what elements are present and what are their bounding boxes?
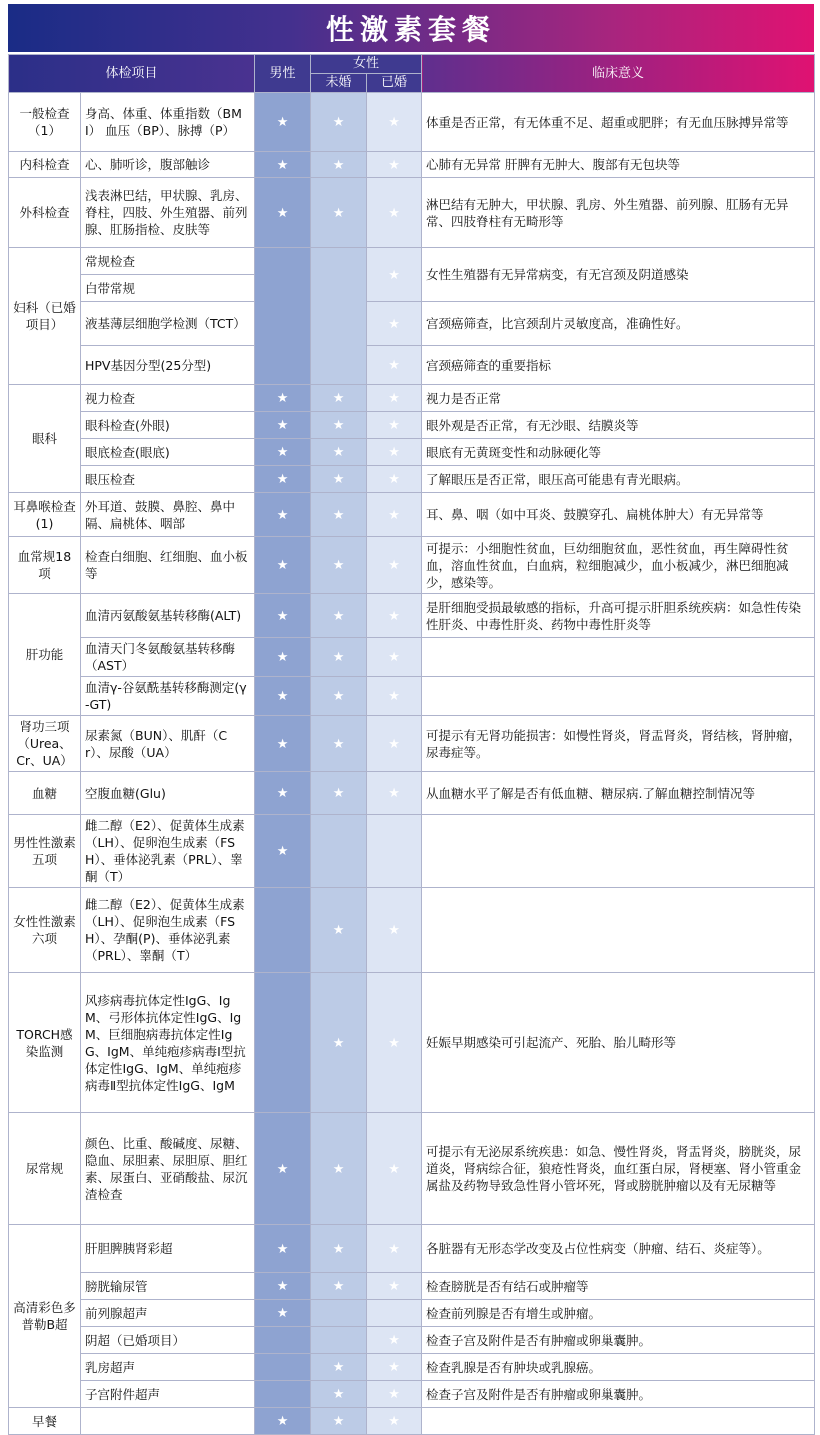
- unmarried-mark: [311, 93, 367, 152]
- married-mark: [367, 772, 422, 815]
- married-mark: [367, 1327, 422, 1354]
- table-row: [9, 412, 815, 439]
- meaning-cell: 从血糖水平了解是否有低血糖、糖尿病.了解血糖控制情况等: [422, 772, 815, 815]
- married-mark: [367, 1225, 422, 1273]
- meaning-cell: 视力是否正常: [422, 385, 815, 412]
- married-mark: [367, 493, 422, 537]
- male-mark: [255, 412, 311, 439]
- unmarried-mark: [311, 888, 367, 973]
- star-icon: ★: [276, 391, 289, 406]
- star-icon: ★: [332, 1279, 345, 1294]
- married-mark: [367, 412, 422, 439]
- meaning-cell: 体重是否正常，有无体重不足、超重或肥胖；有无血压脉搏异常等: [422, 93, 815, 152]
- unmarried-mark: [311, 537, 367, 594]
- star-icon: ★: [332, 1414, 345, 1429]
- item-cell: 空腹血糖(Glu): [81, 772, 255, 815]
- married-mark: [367, 888, 422, 973]
- star-icon: ★: [388, 558, 400, 573]
- star-icon: ★: [332, 689, 345, 704]
- item-cell: 肝胆脾胰肾彩超: [81, 1225, 255, 1273]
- star-icon: ★: [388, 923, 400, 938]
- unmarried-mark: [311, 1408, 367, 1435]
- star-icon: ★: [388, 1387, 400, 1402]
- table-row: [9, 1273, 815, 1300]
- married-mark: [367, 1273, 422, 1300]
- item-cell: 常规检查: [81, 248, 255, 275]
- unmarried-mark: [311, 772, 367, 815]
- unmarried-mark: [311, 248, 367, 385]
- meaning-cell: [422, 815, 815, 888]
- page-title: 性激素套餐: [8, 4, 814, 52]
- category-cell: 早餐: [9, 1408, 81, 1435]
- category-cell: 女性性激素六项: [9, 888, 81, 973]
- married-mark: [367, 1354, 422, 1381]
- male-mark: [255, 1354, 311, 1381]
- header-married: 已婚: [367, 74, 422, 93]
- header-unmarried: 未婚: [311, 74, 367, 93]
- table-row: [9, 888, 815, 973]
- married-mark: [367, 152, 422, 178]
- married-mark: [367, 302, 422, 346]
- package-table: [8, 54, 815, 1435]
- table-row: [9, 152, 815, 178]
- unmarried-mark: [311, 178, 367, 248]
- star-icon: ★: [388, 1360, 400, 1375]
- unmarried-mark: [311, 152, 367, 178]
- unmarried-mark: [311, 716, 367, 772]
- married-mark: [367, 439, 422, 466]
- item-cell: 血清γ-谷氨酰基转移酶测定(γ-GT): [81, 677, 255, 716]
- item-cell: HPV基因分型(25分型): [81, 346, 255, 385]
- star-icon: ★: [332, 391, 345, 406]
- married-mark: [367, 1113, 422, 1225]
- male-mark: [255, 594, 311, 638]
- category-cell: 内科检查: [9, 152, 81, 178]
- star-icon: ★: [332, 923, 345, 938]
- item-cell: 前列腺超声: [81, 1300, 255, 1327]
- unmarried-mark: [311, 1327, 367, 1354]
- star-icon: ★: [388, 786, 400, 801]
- category-cell: 高清彩色多普勒B超: [9, 1225, 81, 1408]
- male-mark: [255, 772, 311, 815]
- star-icon: ★: [276, 1241, 289, 1257]
- star-icon: ★: [332, 1161, 345, 1177]
- unmarried-mark: [311, 1113, 367, 1225]
- star-icon: ★: [276, 1279, 289, 1294]
- table-row: [9, 1300, 815, 1327]
- table-row: [9, 346, 815, 385]
- meaning-cell: 眼外观是否正常，有无沙眼、结膜炎等: [422, 412, 815, 439]
- category-cell: 血常规18项: [9, 537, 81, 594]
- table-row: [9, 973, 815, 1113]
- meaning-cell: 眼底有无黄斑变性和动脉硬化等: [422, 439, 815, 466]
- star-icon: ★: [276, 472, 289, 487]
- male-mark: [255, 1300, 311, 1327]
- male-mark: [255, 1381, 311, 1408]
- star-icon: ★: [332, 736, 345, 752]
- married-mark: [367, 1300, 422, 1327]
- table-row: [9, 93, 815, 152]
- meaning-cell: 可提示有无肾功能损害：如慢性肾炎，肾盂肾炎，肾结核，肾肿瘤，尿毒症等。: [422, 716, 815, 772]
- item-cell: 视力检查: [81, 385, 255, 412]
- star-icon: ★: [388, 736, 400, 752]
- star-icon: ★: [276, 205, 289, 221]
- item-cell: 白带常规: [81, 275, 255, 302]
- item-cell: 身高、体重、体重指数（BMI） 血压（BP）、脉搏（P）: [81, 93, 255, 152]
- table-row: [9, 537, 815, 594]
- table-row: [9, 677, 815, 716]
- unmarried-mark: [311, 1273, 367, 1300]
- male-mark: [255, 1273, 311, 1300]
- meaning-cell: 可提示：小细胞性贫血，巨幼细胞贫血，恶性贫血，再生障碍性贫血，溶血性贫血，白血病，粒细胞减少，血小板减少，淋巴细胞减少，感染等。: [422, 537, 815, 594]
- table-row: [9, 466, 815, 493]
- meaning-cell: 宫颈癌筛查，比宫颈刮片灵敏度高，准确性好。: [422, 302, 815, 346]
- table-row: [9, 302, 815, 346]
- header-meaning: 临床意义: [422, 55, 815, 93]
- table-row: [9, 1381, 815, 1408]
- header-female: 女性: [311, 55, 422, 74]
- unmarried-mark: [311, 677, 367, 716]
- item-cell: 眼压检查: [81, 466, 255, 493]
- header-male: 男性: [255, 55, 311, 93]
- star-icon: ★: [332, 507, 345, 523]
- table-row: [9, 772, 815, 815]
- item-cell: 血清丙氨酸氨基转移酶(ALT): [81, 594, 255, 638]
- male-mark: [255, 152, 311, 178]
- table-row: [9, 248, 815, 275]
- category-cell: 外科检查: [9, 178, 81, 248]
- male-mark: [255, 677, 311, 716]
- male-mark: [255, 888, 311, 973]
- item-cell: 心、肺听诊，腹部触诊: [81, 152, 255, 178]
- header-item: 体检项目: [9, 55, 255, 93]
- meaning-cell: [422, 1408, 815, 1435]
- meaning-cell: 淋巴结有无肿大，甲状腺、乳房、外生殖器、前列腺、肛肠有无异常、四肢脊柱有无畸形等: [422, 178, 815, 248]
- meaning-cell: 心肺有无异常 肝脾有无肿大、腹部有无包块等: [422, 152, 815, 178]
- star-icon: ★: [388, 418, 400, 433]
- star-icon: ★: [332, 650, 345, 665]
- married-mark: [367, 638, 422, 677]
- meaning-cell: 检查膀胱是否有结石或肿瘤等: [422, 1273, 815, 1300]
- unmarried-mark: [311, 466, 367, 493]
- star-icon: ★: [388, 608, 400, 624]
- item-cell: [81, 1408, 255, 1435]
- married-mark: [367, 93, 422, 152]
- unmarried-mark: [311, 815, 367, 888]
- unmarried-mark: [311, 1225, 367, 1273]
- star-icon: ★: [388, 157, 400, 173]
- star-icon: ★: [276, 608, 289, 624]
- item-cell: 尿素氮（BUN）、肌酐（Cr）、尿酸（UA）: [81, 716, 255, 772]
- star-icon: ★: [388, 316, 400, 332]
- star-icon: ★: [276, 157, 289, 173]
- star-icon: ★: [388, 472, 400, 487]
- item-cell: 颜色、比重、酸碱度、尿糖、隐血、尿胆素、尿胆原、胆红素、尿蛋白、亚硝酸盐、尿沉渣检查: [81, 1113, 255, 1225]
- category-cell: 肾功三项（Urea、Cr、UA）: [9, 716, 81, 772]
- table-row: [9, 1327, 815, 1354]
- male-mark: [255, 973, 311, 1113]
- item-cell: 浅表淋巴结，甲状腺、乳房、脊柱，四肢、外生殖器、前列腺、肛肠指检、皮肤等: [81, 178, 255, 248]
- male-mark: [255, 1113, 311, 1225]
- category-cell: 一般检查（1）: [9, 93, 81, 152]
- unmarried-mark: [311, 1300, 367, 1327]
- item-cell: 外耳道、鼓膜、鼻腔、鼻中隔、扁桃体、咽部: [81, 493, 255, 537]
- married-mark: [367, 594, 422, 638]
- category-cell: 尿常规: [9, 1113, 81, 1225]
- star-icon: ★: [332, 418, 345, 433]
- star-icon: ★: [276, 445, 289, 460]
- item-cell: 乳房超声: [81, 1354, 255, 1381]
- male-mark: [255, 248, 311, 385]
- star-icon: ★: [332, 1360, 345, 1375]
- unmarried-mark: [311, 493, 367, 537]
- star-icon: ★: [276, 844, 289, 859]
- table-row: [9, 815, 815, 888]
- unmarried-mark: [311, 638, 367, 677]
- item-cell: 雌二醇（E2）、促黄体生成素（LH）、促卵泡生成素（FSH）、垂体泌乳素（PRL）、睾酮（T）: [81, 815, 255, 888]
- item-cell: 风疹病毒抗体定性IgG、IgM、弓形体抗体定性IgG、IgM、巨细胞病毒抗体定性IgG、IgM、单纯疱疹病毒Ⅰ型抗体定性IgG、IgM、单纯疱疹病毒Ⅱ型抗体定性IgG、IgM: [81, 973, 255, 1113]
- star-icon: ★: [388, 1035, 400, 1051]
- unmarried-mark: [311, 594, 367, 638]
- male-mark: [255, 1408, 311, 1435]
- unmarried-mark: [311, 439, 367, 466]
- male-mark: [255, 385, 311, 412]
- male-mark: [255, 439, 311, 466]
- star-icon: ★: [332, 786, 345, 801]
- unmarried-mark: [311, 385, 367, 412]
- meaning-cell: 检查子宫及附件是否有肿瘤或卵巢囊肿。: [422, 1327, 815, 1354]
- meaning-cell: [422, 638, 815, 677]
- meaning-cell: 可提示有无泌尿系统疾患：如急、慢性肾炎，肾盂肾炎，膀胱炎，尿道炎，肾病综合征，狼疮性肾炎，血红蛋白尿，肾梗塞、肾小管重金属盐及药物导致急性肾小管坏死，肾或膀胱肿瘤以及有无尿糖等: [422, 1113, 815, 1225]
- table-row: [9, 716, 815, 772]
- star-icon: ★: [388, 391, 400, 406]
- male-mark: [255, 815, 311, 888]
- unmarried-mark: [311, 1354, 367, 1381]
- unmarried-mark: [311, 1381, 367, 1408]
- category-cell: 耳鼻喉检查(1): [9, 493, 81, 537]
- item-cell: 膀胱输尿管: [81, 1273, 255, 1300]
- married-mark: [367, 1381, 422, 1408]
- married-mark: [367, 466, 422, 493]
- category-cell: 眼科: [9, 385, 81, 493]
- item-cell: 液基薄层细胞学检测（TCT）: [81, 302, 255, 346]
- item-cell: 眼科检查(外眼): [81, 412, 255, 439]
- married-mark: [367, 677, 422, 716]
- category-cell: 血糖: [9, 772, 81, 815]
- star-icon: ★: [332, 472, 345, 487]
- star-icon: ★: [276, 558, 289, 573]
- meaning-cell: 是肝细胞受损最敏感的指标，升高可提示肝胆系统疾病：如急性传染性肝炎、中毒性肝炎、药物中毒性肝炎等: [422, 594, 815, 638]
- married-mark: [367, 973, 422, 1113]
- star-icon: ★: [388, 445, 400, 460]
- male-mark: [255, 537, 311, 594]
- star-icon: ★: [332, 1035, 345, 1051]
- table-row: [9, 638, 815, 677]
- star-icon: ★: [332, 558, 345, 573]
- star-icon: ★: [332, 1241, 345, 1257]
- star-icon: ★: [388, 267, 400, 283]
- item-cell: 检查白细胞、红细胞、血小板等: [81, 537, 255, 594]
- star-icon: ★: [276, 115, 289, 130]
- married-mark: [367, 248, 422, 302]
- star-icon: ★: [388, 1414, 400, 1429]
- meaning-cell: 了解眼压是否正常，眼压高可能患有青光眼病。: [422, 466, 815, 493]
- table-row: [9, 493, 815, 537]
- star-icon: ★: [276, 1161, 289, 1177]
- meaning-cell: 妊娠早期感染可引起流产、死胎、胎儿畸形等: [422, 973, 815, 1113]
- star-icon: ★: [388, 115, 400, 130]
- star-icon: ★: [388, 507, 400, 523]
- star-icon: ★: [276, 786, 289, 801]
- star-icon: ★: [276, 736, 289, 752]
- male-mark: [255, 93, 311, 152]
- male-mark: [255, 493, 311, 537]
- star-icon: ★: [332, 115, 345, 130]
- meaning-cell: 检查子宫及附件是否有肿瘤或卵巢囊肿。: [422, 1381, 815, 1408]
- star-icon: ★: [332, 608, 345, 624]
- star-icon: ★: [388, 1161, 400, 1177]
- meaning-cell: 检查前列腺是否有增生或肿瘤。: [422, 1300, 815, 1327]
- married-mark: [367, 178, 422, 248]
- category-cell: 男性性激素五项: [9, 815, 81, 888]
- star-icon: ★: [388, 689, 400, 704]
- star-icon: ★: [388, 650, 400, 665]
- male-mark: [255, 638, 311, 677]
- star-icon: ★: [276, 1306, 289, 1321]
- table-row: [9, 594, 815, 638]
- unmarried-mark: [311, 412, 367, 439]
- star-icon: ★: [276, 689, 289, 704]
- star-icon: ★: [332, 445, 345, 460]
- star-icon: ★: [276, 507, 289, 523]
- married-mark: [367, 716, 422, 772]
- table-row: [9, 178, 815, 248]
- star-icon: ★: [276, 418, 289, 433]
- male-mark: [255, 716, 311, 772]
- male-mark: [255, 466, 311, 493]
- meaning-cell: 耳、鼻、咽（如中耳炎、鼓膜穿孔、扁桃体肿大）有无异常等: [422, 493, 815, 537]
- item-cell: 子宫附件超声: [81, 1381, 255, 1408]
- married-mark: [367, 537, 422, 594]
- item-cell: 雌二醇（E2）、促黄体生成素（LH）、促卵泡生成素（FSH）、孕酮(P)、垂体泌乳素（PRL）、睾酮（T）: [81, 888, 255, 973]
- meaning-cell: 宫颈癌筛查的重要指标: [422, 346, 815, 385]
- star-icon: ★: [276, 1414, 289, 1429]
- male-mark: [255, 1327, 311, 1354]
- married-mark: [367, 815, 422, 888]
- star-icon: ★: [332, 205, 345, 221]
- meaning-cell: 女性生殖器有无异常病变，有无宫颈及阴道感染: [422, 248, 815, 302]
- item-cell: 血清天门冬氨酸氨基转移酶（AST）: [81, 638, 255, 677]
- male-mark: [255, 178, 311, 248]
- table-row: [9, 385, 815, 412]
- table-row: [9, 1354, 815, 1381]
- star-icon: ★: [388, 1333, 400, 1348]
- item-cell: 眼底检查(眼底): [81, 439, 255, 466]
- table-row: [9, 1408, 815, 1435]
- star-icon: ★: [332, 1387, 345, 1402]
- item-cell: 阴超（已婚项目）: [81, 1327, 255, 1354]
- meaning-cell: [422, 888, 815, 973]
- star-icon: ★: [388, 205, 400, 221]
- meaning-cell: 检查乳腺是否有肿块或乳腺癌。: [422, 1354, 815, 1381]
- star-icon: ★: [276, 650, 289, 665]
- unmarried-mark: [311, 973, 367, 1113]
- star-icon: ★: [332, 157, 345, 173]
- category-cell: 肝功能: [9, 594, 81, 716]
- married-mark: [367, 1408, 422, 1435]
- meaning-cell: 各脏器有无形态学改变及占位性病变（肿瘤、结石、炎症等）。: [422, 1225, 815, 1273]
- category-cell: 妇科（已婚项目）: [9, 248, 81, 385]
- star-icon: ★: [388, 1241, 400, 1257]
- male-mark: [255, 1225, 311, 1273]
- star-icon: ★: [388, 358, 400, 373]
- table-row: [9, 1113, 815, 1225]
- table-row: [9, 439, 815, 466]
- table-row: [9, 1225, 815, 1273]
- star-icon: ★: [388, 1279, 400, 1294]
- meaning-cell: [422, 677, 815, 716]
- married-mark: [367, 385, 422, 412]
- married-mark: [367, 346, 422, 385]
- category-cell: TORCH感染监测: [9, 973, 81, 1113]
